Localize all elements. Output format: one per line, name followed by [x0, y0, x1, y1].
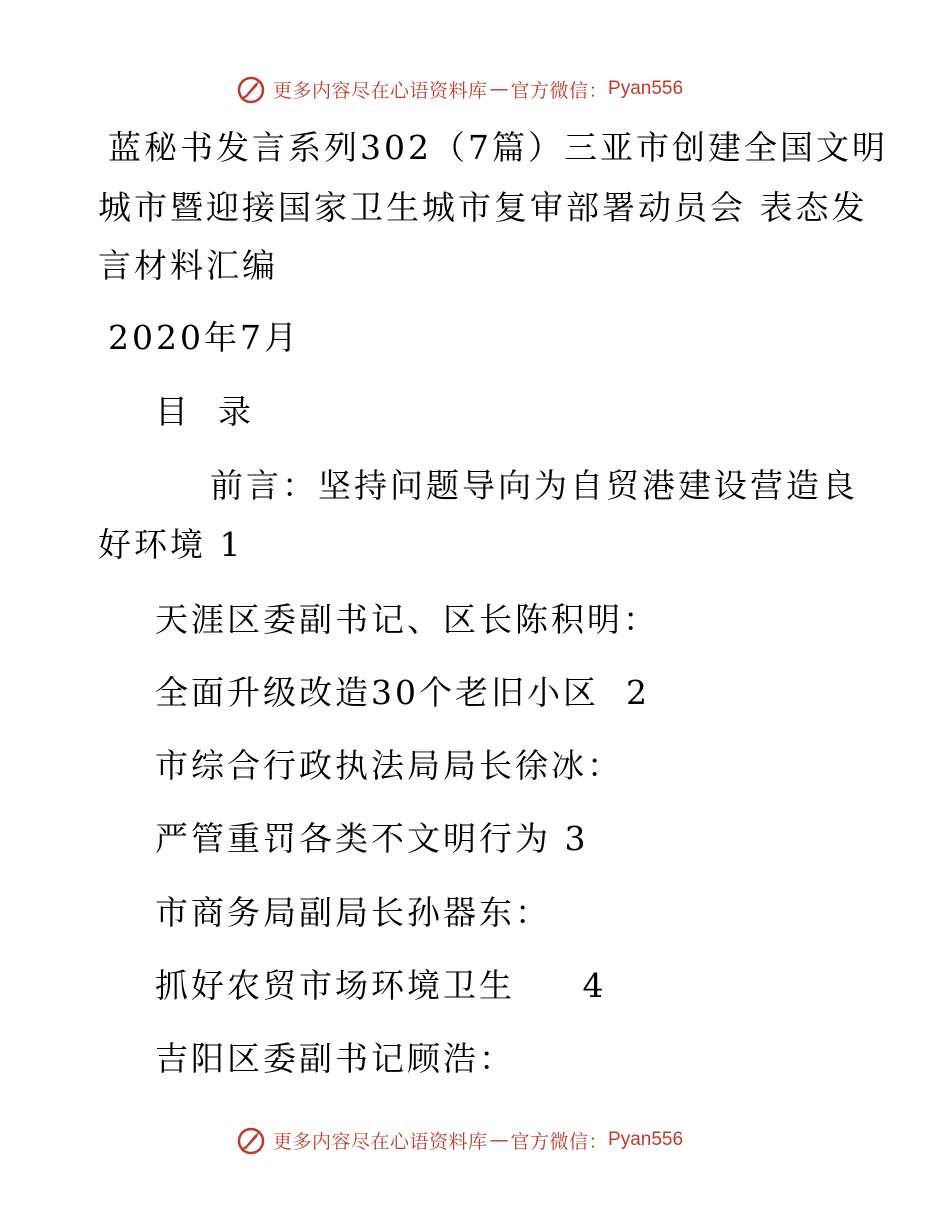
- document-title-line-2: 城市暨迎接国家卫生城市复审部署动员会 表态发: [98, 188, 868, 227]
- watermark-text: 更多内容尽在心语资料库: [273, 79, 488, 102]
- toc-entry-speaker: 天涯区委副书记、区长陈积明：: [155, 600, 659, 639]
- toc-entry-topic: 全面升级改造30个老旧小区 2: [155, 673, 650, 712]
- watermark-wechat-id: Pyan556: [608, 1129, 684, 1150]
- watermark-suffix: 官方微信：: [510, 1130, 609, 1153]
- toc-entry-topic: 抓好农贸市场环境卫生 4: [155, 966, 607, 1005]
- toc-entry-topic: 严管重罚各类不文明行为 3: [155, 819, 589, 858]
- toc-heading: 目 录: [155, 392, 254, 431]
- watermark-separator: —: [489, 78, 509, 100]
- watermark-separator: —: [489, 1129, 509, 1151]
- watermark-header: [235, 72, 683, 106]
- toc-entry-preface-line-1: 前言：坚持问题导向为自贸港建设营造良: [210, 466, 858, 505]
- watermark-wechat-id: Pyan556: [608, 78, 684, 99]
- watermark-footer: [235, 1123, 683, 1157]
- pen-logo-icon: [235, 73, 267, 105]
- watermark-suffix: 官方微信：: [510, 79, 609, 102]
- document-date: 2020年7月: [108, 318, 300, 357]
- toc-entry-speaker: 吉阳区委副书记顾浩：: [155, 1039, 515, 1078]
- document-title-line-1: 蓝秘书发言系列302（7篇）三亚市创建全国文明: [108, 128, 888, 167]
- document-title-line-3: 言材料汇编: [98, 246, 278, 285]
- toc-entry-preface-line-2: 好环境 1: [98, 525, 244, 564]
- watermark-text: 更多内容尽在心语资料库: [273, 1130, 488, 1153]
- toc-entry-speaker: 市综合行政执法局局长徐冰：: [155, 746, 623, 785]
- pen-logo-icon: [235, 1124, 267, 1156]
- toc-entry-speaker: 市商务局副局长孙器东：: [155, 893, 551, 932]
